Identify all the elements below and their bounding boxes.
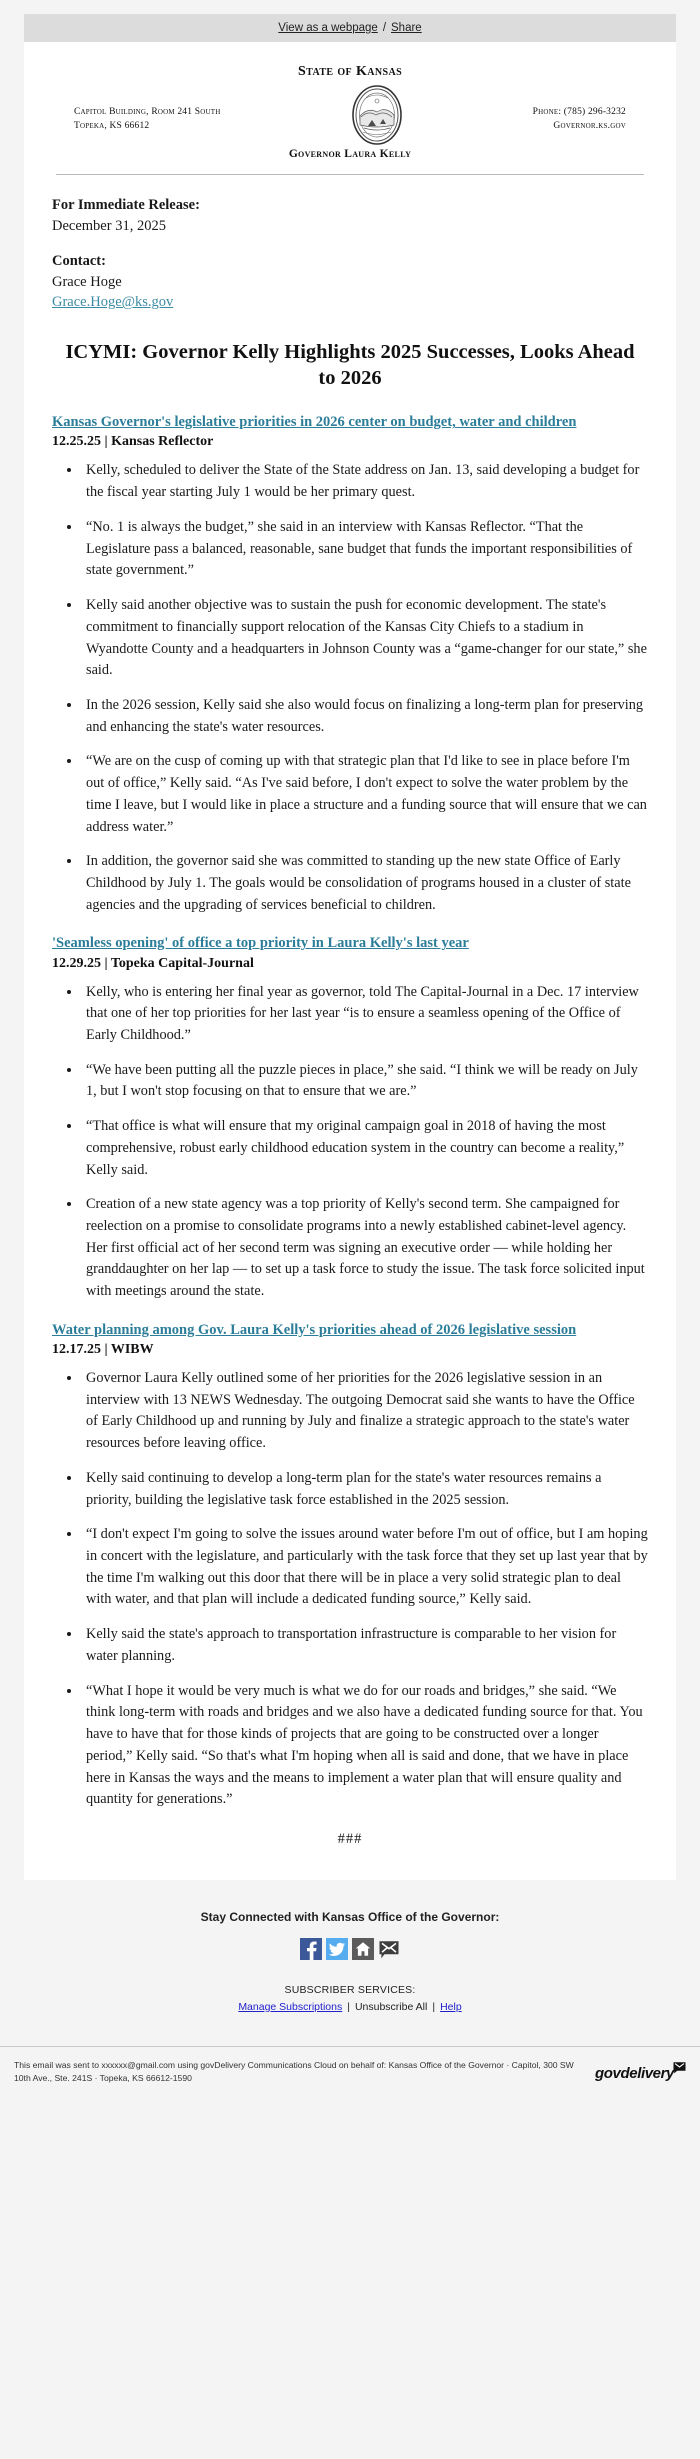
help-link[interactable]: Help [440,2000,462,2013]
governor-name: Governor Laura Kelly [288,148,412,160]
letterhead-address [74,84,221,134]
list-item: • Kelly, scheduled to deliver the State of the State address on Jan. 13, said developing a budget for the fiscal year starting July 1 would be her primary quest. [82,460,648,503]
state-of-kansas-title: State of Kansas [297,64,403,79]
stay-connected-label: Stay Connected with Kansas Office of the Governor: [200,1909,500,1924]
subscriber-services-label: SUBSCRIBER SERVICES: [284,1983,416,1996]
article-section [52,1321,648,1811]
article-title-link[interactable]: Kansas Governor's legislative priorities in 2026 center on budget, water and children [52,414,577,431]
list-item: • “I don't expect I'm going to solve the issues around water before I'm out of office, but I am hoping in concert with the legislature, and particularly with the task force that they set up last year that by the time I'm walking out this door that there will be in place a very solid strategic plan to deal with water, and that plan will include a dedicated funding source,” Kelly said. [82,1524,648,1611]
letterhead [52,42,648,175]
article-bullets [52,460,648,916]
list-item: • Kelly said continuing to develop a long-term plan for the state's water resources remains a priority, building the legislative task force established in the 2025 session. [82,1468,648,1511]
contact-label: Contact: [52,253,106,270]
social-links [24,1938,676,1960]
release-date: December 31, 2025 [52,217,166,234]
share-link[interactable]: Share [391,22,422,34]
govdelivery-logo [595,2059,686,2082]
article-source: 12.29.25 | Topeka Capital-Journal [52,955,254,971]
list-item: • “No. 1 is always the budget,” she said in an interview with Kansas Reflector. “That the Legislature pass a balanced, reasonable, sane budget that funds the important responsibilities of state government.” [82,517,648,582]
govdelivery-envelope-icon [673,2061,686,2074]
list-item: • Kelly, who is entering her final year as governor, told The Capital-Journal in a Dec. 17 interview that one of her top priorities for her last year “is to ensure a seamless opening of the Office of Early Childhood.” [82,982,648,1047]
article-section [52,934,648,1302]
legal-text: This email was sent to xxxxxx@gmail.com using govDelivery Communications Cloud on behalf of: Kansas Office of the Governor · Capitol, 300 SW 10th Ave., Ste. 241S · Topeka, KS 66612-1590 [14,2059,574,2083]
contact-email-link[interactable]: Grace.Hoge@ks.gov [52,294,174,311]
contact-block [52,251,648,313]
email-icon[interactable] [378,1938,400,1960]
list-item: • “That office is what will ensure that my original campaign goal in 2018 of having the most comprehensive, robust early childhood education system in the country can become a reality,” Kelly said. [82,1116,648,1181]
article-title-link[interactable]: Water planning among Gov. Laura Kelly's priorities ahead of 2026 legislative session [52,1321,577,1338]
article-bullets [52,982,648,1303]
list-item: • “What I hope it would be very much is what we do for our roads and bridges,” she said. “We think long-term with roads and bridges and we also have a dedicated funding source for that. You have to have that for those kinds of projects that are going to be constructed over a longer period,” Kelly said. “So that's what I'm hoping when all is said and done, that we have in place here in Kansas the ways and the means to implement a water plan that will ensure quality and quantity for generations.” [82,1681,648,1811]
view-as-webpage-link[interactable]: View as a webpage [278,22,378,34]
article-bullets [52,1368,648,1811]
immediate-release-label: For Immediate Release: [52,197,200,213]
email-body [24,42,676,1880]
article-source: 12.25.25 | Kansas Reflector [52,434,214,450]
page-title: ICYMI: Governor Kelly Highlights 2025 Successes, Looks Ahead to 2026 [65,340,635,390]
list-item: • Creation of a new state agency was a top priority of Kelly's second term. She campaigned for reelection on a promise to consolidate programs into a newly established cabinet-level agency. Her first official act of her second term was signing an executive order — while holding her granddaughter on her lap — to set up a task force to study the issue. The task force solicited input with meetings around the state. [82,1194,648,1303]
email-footer [24,1880,676,2016]
subscriber-services [24,1982,676,2016]
letterhead-website: Governor.ks.gov [553,120,626,131]
list-item: • Kelly said another objective was to sustain the push for economic development. The state's commitment to financially support relocation of the Kansas City Chiefs to a stadium in Wyandotte County and a headquarters in Johnson County was a “game-changer for our state,” she said. [82,595,648,682]
list-item: • Kelly said the state's approach to transportation infrastructure is comparable to her vision for water planning. [82,1624,648,1667]
email-page [0,14,700,2095]
letterhead-contact [533,84,626,134]
link-separator: | [432,2000,436,2013]
home-icon[interactable] [352,1938,374,1960]
unsubscribe-all-link[interactable]: Unsubscribe All [354,2000,428,2013]
legal-bar [0,2046,700,2096]
list-item: • In the 2026 session, Kelly said she also would focus on finalizing a long-term plan for preserving and enhancing the state's water resources. [82,695,648,738]
address-line-1: Capitol Building, Room 241 South [74,107,221,117]
govdelivery-wordmark: govdelivery [595,2064,674,2082]
facebook-icon[interactable] [300,1938,322,1960]
article-source: 12.17.25 | WIBW [52,1342,154,1358]
topbar-separator: / [382,22,387,34]
article-section [52,413,648,916]
list-item: • Governor Laura Kelly outlined some of her priorities for the 2026 legislative session in an interview with 13 NEWS Wednesday. The outgoing Democrat said she wants to have the Office of Early Childhood up and running by July and finalize a strategic approach to the state's water resources before leaving office. [82,1368,648,1455]
article-title-link[interactable]: 'Seamless opening' of office a top priority in Laura Kelly's last year [52,935,469,952]
view-as-webpage-bar [24,14,676,42]
release-meta [52,195,648,313]
list-item: • “We have been putting all the puzzle pieces in place,” she said. “I think we will be ready on July 1, but I won't stop focusing on that to ensure that we are.” [82,1060,648,1103]
contact-name: Grace Hoge [52,273,122,290]
letterhead-phone: Phone: (785) 296-3232 [532,107,626,117]
link-separator: | [347,2000,350,2013]
subscriber-links [24,1999,676,2016]
state-seal-icon [346,84,408,146]
twitter-icon[interactable] [326,1938,348,1960]
end-mark: ### [337,1830,363,1847]
manage-subscriptions-link[interactable]: Manage Subscriptions [238,2000,343,2013]
release-date-block [52,195,648,236]
letterhead-divider [56,174,644,175]
address-line-2: Topeka, KS 66612 [74,120,150,131]
list-item: • In addition, the governor said she was committed to standing up the new state Office of Early Childhood by July 1. The goals would be consolidation of programs housed in a cluster of state agencies and the upgrading of services beneficial to children. [82,851,648,916]
list-item: • “We are on the cusp of coming up with that strategic plan that I'd like to see in place before I'm out of office,” Kelly said. “As I've said before, I don't expect to solve the water problem by the time I leave, but I would like in place a structure and a funding source that will ensure that we can address water.” [82,751,648,838]
